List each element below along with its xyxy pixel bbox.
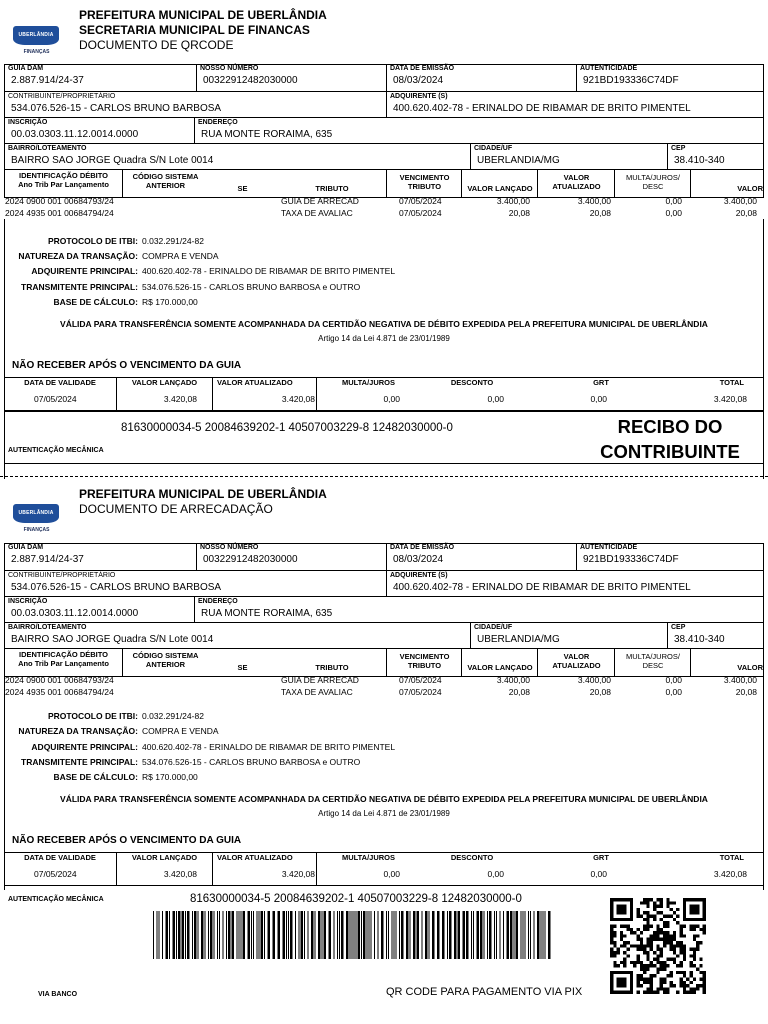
- cidade-value: UBERLANDIA/MG: [477, 155, 560, 166]
- item-lanc: 20,08: [508, 687, 530, 697]
- col-valor: VALOR: [737, 184, 763, 193]
- cep-value: 38.410-340: [674, 155, 725, 166]
- adquirente-value: 400.620.402-78 - ERINALDO DE RIBAMAR DE BRITO PIMENTEL: [393, 582, 691, 593]
- item-multa: 0,00: [665, 675, 682, 685]
- info-value: COMPRA E VENDA: [142, 726, 219, 736]
- divider: [4, 411, 764, 412]
- pix-qr-code-icon: [608, 898, 708, 994]
- item-lanc: 3.400,00: [496, 675, 530, 685]
- cep-label: CEP: [671, 145, 686, 152]
- secretaria-name: SECRETARIA MUNICIPAL DE FINANCAS: [79, 23, 310, 37]
- info-value: 400.620.402-78 - ERINALDO DE RIBAMAR DE BRITO PIMENTEL: [142, 266, 396, 276]
- recibo-line-1: RECIBO DO: [617, 416, 723, 437]
- info-key: TRANSMITENTE PRINCIPAL:: [21, 757, 138, 767]
- tot-total-label: TOTAL: [719, 378, 744, 387]
- nosso-label: NOSSO NÚMERO: [200, 544, 259, 551]
- cep-label: CEP: [671, 624, 686, 631]
- item-tributo: GUIA DE ARRECAD: [281, 675, 359, 685]
- tot-atu-label: VALOR ATUALIZADO: [217, 853, 293, 862]
- totals-row: [4, 852, 764, 886]
- tot-validade-label: DATA DE VALIDADE: [24, 378, 96, 387]
- digitable-line: 81630000034-5 20084639202-1 40507003229-8 12482030000-0: [121, 422, 453, 434]
- item-venc: 07/05/2024: [399, 675, 442, 685]
- tot-validade-label: DATA DE VALIDADE: [24, 853, 96, 862]
- bairro-label: BAIRRO/LOTEAMENTO: [8, 145, 87, 152]
- col-codigo: CÓDIGO SISTEMA ANTERIOR: [132, 651, 199, 669]
- item-valor: 20,08: [735, 208, 757, 218]
- inscricao-value: 00.03.0303.11.12.0014.0000: [11, 608, 139, 619]
- item-venc: 07/05/2024: [399, 196, 442, 206]
- items-header: [5, 648, 763, 677]
- nosso-label: NOSSO NÚMERO: [200, 65, 259, 72]
- logo-shield-icon: [13, 504, 59, 523]
- col-ident: IDENTIFICAÇÃO DÉBITO Ano Trib Par Lançamento: [18, 171, 109, 189]
- city-name: PREFEITURA MUNICIPAL DE UBERLÂNDIA: [79, 8, 327, 22]
- cidade-label: CIDADE/UF: [474, 624, 513, 631]
- item-valor: 20,08: [735, 687, 757, 697]
- items-header: [5, 169, 763, 198]
- col-valor: VALOR: [737, 663, 763, 672]
- tot-multa-label: MULTA/JUROS: [341, 853, 396, 862]
- tot-grt: 0,00: [590, 869, 607, 879]
- item-valor: 3.400,00: [723, 196, 757, 206]
- col-lancado: VALOR LANÇADO: [467, 184, 533, 193]
- tot-atu-label: VALOR ATUALIZADO: [217, 378, 293, 387]
- due-warning: NÃO RECEBER APÓS O VENCIMENTO DA GUIA: [12, 360, 242, 371]
- item-ident: 2024 0900 001 00684793/24: [5, 196, 114, 206]
- col-codigo: CÓDIGO SISTEMA ANTERIOR: [132, 172, 199, 190]
- item-lanc: 3.400,00: [496, 196, 530, 206]
- law-reference: Artigo 14 da Lei 4.871 de 23/01/1989: [318, 334, 450, 343]
- logo-sub: FINANÇAS: [23, 527, 50, 533]
- info-key: PROTOCOLO DE ITBI:: [47, 236, 138, 246]
- col-multa: MULTA/JUROS/ DESC: [626, 652, 680, 670]
- autenticidade-value: 921BD193336C74DF: [583, 554, 679, 565]
- emissao-label: DATA DE EMISSÃO: [390, 544, 455, 551]
- city-logo: [13, 26, 60, 62]
- info-key: TRANSMITENTE PRINCIPAL:: [21, 282, 138, 292]
- emissao-value: 08/03/2024: [393, 554, 444, 565]
- info-key: ADQUIRENTE PRINCIPAL:: [31, 266, 138, 276]
- city-name: PREFEITURA MUNICIPAL DE UBERLÂNDIA: [79, 487, 327, 501]
- digitable-line: 81630000034-5 20084639202-1 40507003229-8 12482030000-0: [190, 893, 522, 905]
- logo-sub: FINANÇAS: [23, 49, 50, 55]
- tot-desc: 0,00: [487, 394, 504, 404]
- contribuinte-value: 534.076.526-15 - CARLOS BRUNO BARBOSA: [11, 582, 222, 593]
- tot-total: 3.420,08: [713, 869, 747, 879]
- contribuinte-value: 534.076.526-15 - CARLOS BRUNO BARBOSA: [11, 103, 222, 114]
- col-atualizado: VALOR ATUALIZADO: [552, 652, 601, 670]
- item-tributo: TAXA DE AVALIAC: [281, 687, 353, 697]
- info-value: 534.076.526-15 - CARLOS BRUNO BARBOSA e OUTRO: [142, 282, 361, 292]
- emissao-label: DATA DE EMISSÃO: [390, 65, 455, 72]
- header: [79, 487, 327, 517]
- autenticidade-label: AUTENTICIDADE: [580, 544, 638, 551]
- col-vencimento: VENCIMENTO TRIBUTO: [399, 173, 450, 191]
- col-se: SE: [237, 663, 248, 672]
- item-valor: 3.400,00: [723, 675, 757, 685]
- tot-validade: 07/05/2024: [34, 394, 77, 404]
- left-border: [4, 219, 5, 479]
- logo-shield-icon: [13, 26, 59, 45]
- item-multa: 0,00: [665, 196, 682, 206]
- tot-desc-label: DESCONTO: [450, 378, 494, 387]
- info-value: 534.076.526-15 - CARLOS BRUNO BARBOSA e OUTRO: [142, 757, 361, 767]
- right-border: [763, 219, 764, 479]
- adquirente-label: ADQUIRENTE (S): [390, 572, 448, 579]
- tot-total-label: TOTAL: [719, 853, 744, 862]
- info-key: ADQUIRENTE PRINCIPAL:: [31, 742, 138, 752]
- totals-row: [4, 377, 764, 411]
- info-value: R$ 170.000,00: [142, 772, 198, 782]
- info-key: PROTOCOLO DE ITBI:: [47, 711, 138, 721]
- item-venc: 07/05/2024: [399, 208, 442, 218]
- nosso-value: 00322912482030000: [203, 554, 298, 565]
- law-reference: Artigo 14 da Lei 4.871 de 23/01/1989: [318, 809, 450, 818]
- autenticidade-value: 921BD193336C74DF: [583, 75, 679, 86]
- item-atu: 3.400,00: [577, 196, 611, 206]
- col-atualizado: VALOR ATUALIZADO: [552, 173, 601, 191]
- via-label: VIA BANCO: [38, 991, 78, 998]
- bairro-label: BAIRRO/LOTEAMENTO: [8, 624, 87, 631]
- taxpayer-grid: [4, 64, 764, 198]
- city-logo: [13, 504, 60, 540]
- bairro-value: BAIRRO SAO JORGE Quadra S/N Lote 0014: [11, 634, 214, 645]
- transfer-notice: VÁLIDA PARA TRANSFERÊNCIA SOMENTE ACOMPANHADA DA CERTIDÃO NEGATIVA DE DÉBITO EXPEDIDA PELA PREFEITURA MUNICIPAL DE UBERLÂNDIA: [60, 319, 708, 329]
- inscricao-label: INSCRIÇÃO: [8, 119, 48, 126]
- info-value: 400.620.402-78 - ERINALDO DE RIBAMAR DE BRITO PIMENTEL: [142, 742, 396, 752]
- tot-desc-label: DESCONTO: [450, 853, 494, 862]
- guia-value: 2.887.914/24-37: [11, 75, 84, 86]
- barcode-icon: [153, 911, 551, 959]
- due-warning: NÃO RECEBER APÓS O VENCIMENTO DA GUIA: [12, 835, 242, 846]
- item-ident: 2024 0900 001 00684793/24: [5, 675, 114, 685]
- contribuinte-label: CONTRIBUINTE/PROPRIETÁRIO: [8, 572, 116, 579]
- item-tributo: GUIA DE ARRECAD: [281, 196, 359, 206]
- qr-label: QR CODE PARA PAGAMENTO VIA PIX: [386, 986, 583, 998]
- recibo-title: [590, 414, 750, 464]
- recibo-line-2: CONTRIBUINTE: [600, 441, 740, 462]
- cep-value: 38.410-340: [674, 634, 725, 645]
- tot-multa: 0,00: [383, 869, 400, 879]
- info-key: NATUREZA DA TRANSAÇÃO:: [18, 251, 138, 261]
- guia-label: GUIA DAM: [8, 544, 44, 551]
- header: [79, 8, 327, 53]
- col-multa: MULTA/JUROS/ DESC: [626, 173, 680, 191]
- tot-lanc-label: VALOR LANÇADO: [131, 853, 198, 862]
- bairro-value: BAIRRO SAO JORGE Quadra S/N Lote 0014: [11, 155, 214, 166]
- tot-atu: 3.420,08: [281, 869, 315, 879]
- endereco-value: RUA MONTE RORAIMA, 635: [201, 129, 333, 140]
- nosso-value: 00322912482030000: [203, 75, 298, 86]
- endereco-label: ENDEREÇO: [198, 598, 238, 605]
- adquirente-label: ADQUIRENTE (S): [390, 93, 448, 100]
- item-atu: 20,08: [589, 208, 611, 218]
- endereco-value: RUA MONTE RORAIMA, 635: [201, 608, 333, 619]
- item-lanc: 20,08: [508, 208, 530, 218]
- col-ident: IDENTIFICAÇÃO DÉBITO Ano Trib Par Lançamento: [18, 650, 109, 668]
- item-multa: 0,00: [665, 208, 682, 218]
- tot-atu: 3.420,08: [281, 394, 315, 404]
- col-vencimento: VENCIMENTO TRIBUTO: [399, 652, 450, 670]
- info-value: R$ 170.000,00: [142, 297, 198, 307]
- inscricao-label: INSCRIÇÃO: [8, 598, 48, 605]
- tot-multa-label: MULTA/JUROS: [341, 378, 396, 387]
- tot-grt: 0,00: [590, 394, 607, 404]
- adquirente-value: 400.620.402-78 - ERINALDO DE RIBAMAR DE BRITO PIMENTEL: [393, 103, 691, 114]
- tot-validade: 07/05/2024: [34, 869, 77, 879]
- tot-grt-label: GRT: [593, 853, 609, 862]
- item-atu: 20,08: [589, 687, 611, 697]
- item-multa: 0,00: [665, 687, 682, 697]
- tot-multa: 0,00: [383, 394, 400, 404]
- info-value: 0.032.291/24-82: [142, 236, 204, 246]
- mecanica-label: AUTENTICAÇÃO MECÂNICA: [8, 447, 104, 454]
- guia-label: GUIA DAM: [8, 65, 44, 72]
- mecanica-label: AUTENTICAÇÃO MECÂNICA: [8, 896, 104, 903]
- col-lancado: VALOR LANÇADO: [467, 663, 533, 672]
- guia-value: 2.887.914/24-37: [11, 554, 84, 565]
- info-key: NATUREZA DA TRANSAÇÃO:: [18, 726, 138, 736]
- cidade-value: UBERLANDIA/MG: [477, 634, 560, 645]
- col-tributo: TRIBUTO: [315, 184, 349, 193]
- tot-desc: 0,00: [487, 869, 504, 879]
- autenticidade-label: AUTENTICIDADE: [580, 65, 638, 72]
- logo-text: UBERLÂNDIA: [18, 510, 54, 516]
- recibo-contribuinte: [0, 0, 768, 476]
- logo-text: UBERLÂNDIA: [18, 32, 54, 38]
- tot-grt-label: GRT: [593, 378, 609, 387]
- cidade-label: CIDADE/UF: [474, 145, 513, 152]
- taxpayer-grid: [4, 543, 764, 677]
- divider: [4, 463, 764, 464]
- item-ident: 2024 4935 001 00684794/24: [5, 687, 114, 697]
- cut-line: [0, 476, 768, 477]
- tot-total: 3.420,08: [713, 394, 747, 404]
- col-se: SE: [237, 184, 248, 193]
- tot-lanc: 3.420,08: [163, 394, 197, 404]
- transfer-notice: VÁLIDA PARA TRANSFERÊNCIA SOMENTE ACOMPANHADA DA CERTIDÃO NEGATIVA DE DÉBITO EXPEDIDA PELA PREFEITURA MUNICIPAL DE UBERLÂNDIA: [60, 794, 708, 804]
- info-key: BASE DE CÁLCULO:: [53, 297, 138, 307]
- contribuinte-label: CONTRIBUINTE/PROPRIETÁRIO: [8, 93, 116, 100]
- col-tributo: TRIBUTO: [315, 663, 349, 672]
- item-atu: 3.400,00: [577, 675, 611, 685]
- inscricao-value: 00.03.0303.11.12.0014.0000: [11, 129, 139, 140]
- info-key: BASE DE CÁLCULO:: [53, 772, 138, 782]
- item-ident: 2024 4935 001 00684794/24: [5, 208, 114, 218]
- document-type: DOCUMENTO DE ARRECADAÇÃO: [79, 502, 273, 516]
- item-tributo: TAXA DE AVALIAC: [281, 208, 353, 218]
- document-type: DOCUMENTO DE QRCODE: [79, 38, 234, 52]
- tot-lanc: 3.420,08: [163, 869, 197, 879]
- tot-lanc-label: VALOR LANÇADO: [131, 378, 198, 387]
- endereco-label: ENDEREÇO: [198, 119, 238, 126]
- info-value: COMPRA E VENDA: [142, 251, 219, 261]
- item-venc: 07/05/2024: [399, 687, 442, 697]
- emissao-value: 08/03/2024: [393, 75, 444, 86]
- info-value: 0.032.291/24-82: [142, 711, 204, 721]
